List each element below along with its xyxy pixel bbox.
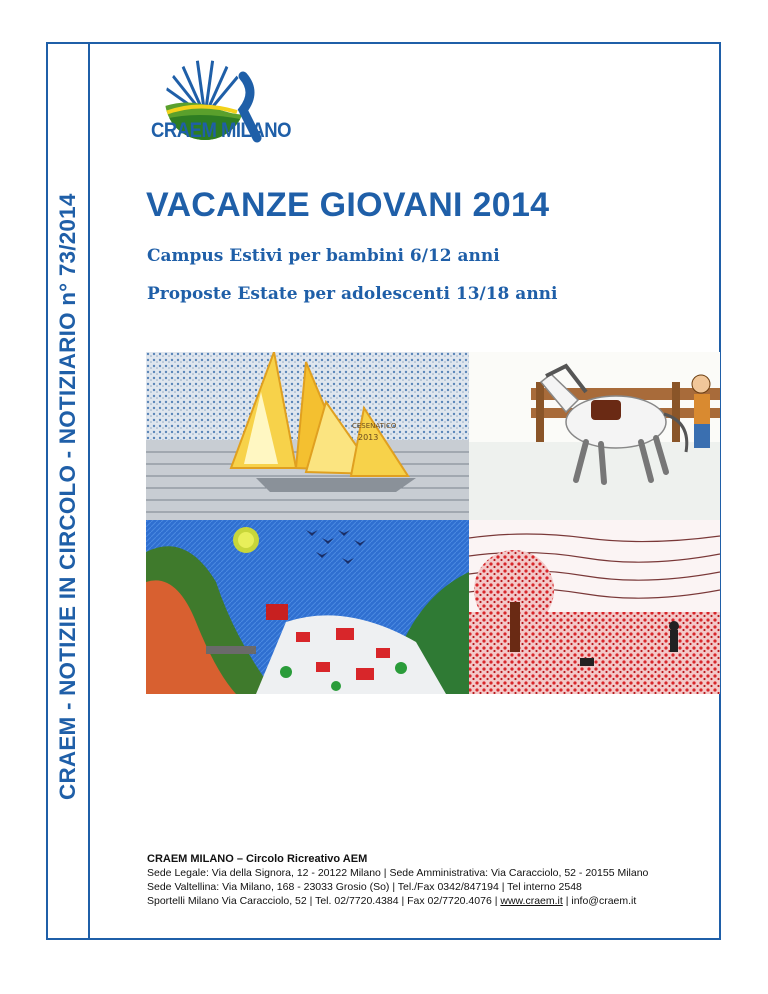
footer-line-3-text: Sportelli Milano Via Caracciolo, 52 | Tel. 02/7720.4384 | Fax 02/7720.4076 | bbox=[147, 895, 501, 907]
footer-line-3 bbox=[147, 894, 717, 908]
sailboats-drawing bbox=[146, 352, 469, 520]
subtitle-teens: Proposte Estate per adolescenti 13/18 anni bbox=[147, 284, 558, 304]
sail-caption-1: CESENATICO bbox=[352, 422, 397, 430]
red-tree-drawing bbox=[469, 520, 720, 694]
coastal-village-drawing bbox=[146, 520, 469, 694]
subtitle-campus: Campus Estivi per bambini 6/12 anni bbox=[147, 246, 500, 266]
email-link[interactable]: info@craem.it bbox=[571, 895, 637, 907]
horse-drawing bbox=[469, 352, 720, 520]
sail-caption-2: 2013 bbox=[358, 433, 379, 442]
drawings-collage bbox=[146, 352, 720, 694]
footer-separator: | bbox=[562, 895, 572, 907]
page-title: VACANZE GIOVANI 2014 bbox=[146, 186, 550, 224]
footer-line-2: Sede Valtellina: Via Milano, 168 - 23033 Grosio (So) | Tel./Fax 0342/847194 | Tel interno 2548 bbox=[147, 881, 582, 893]
logo-name: CRAEM MILANO bbox=[151, 117, 291, 142]
side-banner: CRAEM - NOTIZIE IN CIRCOLO - NOTIZIARIO n° 73/2014 bbox=[55, 193, 80, 800]
footer-contacts bbox=[147, 852, 717, 908]
footer-org: CRAEM MILANO – Circolo Ricreativo AEM bbox=[147, 853, 368, 865]
website-link[interactable]: www.craem.it bbox=[500, 895, 563, 907]
footer-line-1: Sede Legale: Via della Signora, 12 - 20122 Milano | Sede Amministrativa: Via Caracciolo, 52 - 20155 Milano bbox=[147, 867, 649, 879]
